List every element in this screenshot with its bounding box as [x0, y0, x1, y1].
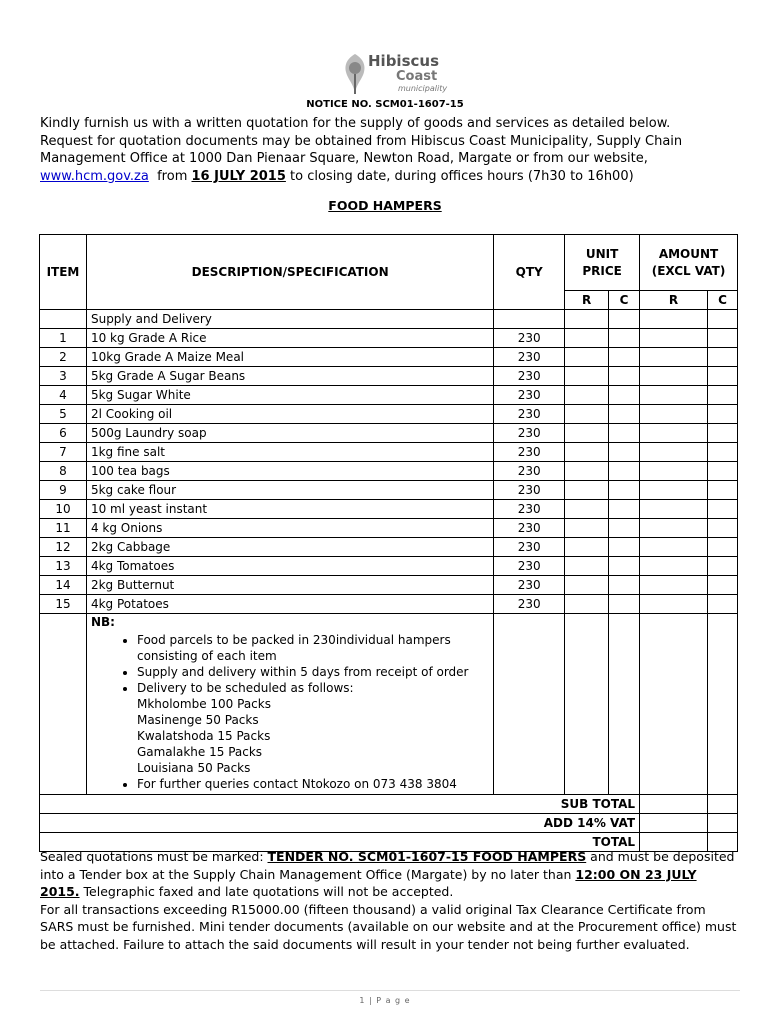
hibiscus-flower-icon [340, 50, 370, 96]
table-row [40, 386, 738, 405]
unit-price-c [609, 519, 640, 538]
closing-text-a: Sealed quotations must be marked: [40, 849, 268, 864]
table-row [40, 595, 738, 614]
subtotal-row [40, 795, 738, 814]
item-qty: 230 [494, 538, 565, 557]
logo-text-hibiscus: Hibiscus [368, 52, 440, 70]
item-description: 10kg Grade A Maize Meal [86, 348, 493, 367]
nb-list [91, 632, 489, 792]
unit-price-c [609, 462, 640, 481]
unit-price-r [565, 348, 609, 367]
item-qty: 230 [494, 348, 565, 367]
item-qty: 230 [494, 557, 565, 576]
table-row [40, 519, 738, 538]
unit-price-r [565, 519, 609, 538]
intro-line-2a: Request for quotation documents may be obtained from Hibiscus Coast Municipality, Supply Chain Management Office at 1000 Dan Pienaar Square, Newton Road, Margate or from our website, [40, 133, 683, 166]
table-row [40, 443, 738, 462]
amount-c [707, 348, 737, 367]
destination: Mkholombe 100 Packs [136, 697, 271, 711]
amount-c [707, 367, 737, 386]
amount-r [640, 424, 708, 443]
amount-c [707, 329, 737, 348]
unit-price-c [609, 424, 640, 443]
item-number: 12 [40, 538, 87, 557]
item-description: 1kg fine salt [86, 443, 493, 462]
amount-r [640, 386, 708, 405]
table-row [40, 424, 738, 443]
footer-divider [40, 990, 740, 991]
closing-deadline: 12:00 ON 23 JULY 2015. [40, 866, 697, 899]
amount-r [640, 557, 708, 576]
vat-label: ADD 14% VAT [40, 814, 640, 833]
unit-price-c [609, 443, 640, 462]
logo-text-municipality: municipality [398, 84, 448, 93]
amount-c [707, 481, 737, 500]
page-number: 1 | P a g e [359, 996, 411, 1005]
unit-price-r [565, 576, 609, 595]
header-qty: QTY [494, 235, 565, 310]
item-number: 1 [40, 329, 87, 348]
amount-c [707, 519, 737, 538]
destination: Kwalatshoda 15 Packs [136, 729, 271, 743]
amount-r [640, 500, 708, 519]
unit-price-r [565, 500, 609, 519]
header-item: ITEM [40, 235, 87, 310]
amount-c [707, 576, 737, 595]
amount-r [640, 519, 708, 538]
item-qty: 230 [494, 519, 565, 538]
amount-c [707, 538, 737, 557]
destination: Louisiana 50 Packs [136, 761, 251, 775]
header-amount: AMOUNT (EXCL VAT) [640, 235, 738, 291]
intro-line-2c: to closing date, during offices hours (7h30 to 16h00) [285, 168, 634, 184]
unit-price-c [609, 329, 640, 348]
item-qty: 230 [494, 462, 565, 481]
amount-r [640, 348, 708, 367]
unit-price-r [565, 481, 609, 500]
item-number: 9 [40, 481, 87, 500]
supply-heading: Supply and Delivery [86, 310, 493, 329]
unit-price-c [609, 538, 640, 557]
closing-text-c: and must be deposited into a Tender box at the Supply Chain Management Office (Margate) by no later than [40, 849, 735, 882]
unit-price-r [565, 443, 609, 462]
unit-price-c [609, 386, 640, 405]
header-amount-r: R [640, 291, 708, 310]
unit-price-r [565, 462, 609, 481]
intro-line-1: Kindly furnish us with a written quotation for the supply of goods and services as detailed below. [40, 116, 671, 131]
table-row [40, 481, 738, 500]
destinations-list [137, 696, 489, 776]
amount-c [707, 557, 737, 576]
amount-c [707, 595, 737, 614]
item-description: 5kg Grade A Sugar Beans [86, 367, 493, 386]
closing-text [40, 848, 740, 953]
item-description: 4kg Tomatoes [86, 557, 493, 576]
amount-r [640, 462, 708, 481]
item-description: 2kg Cabbage [86, 538, 493, 557]
destination: Gamalakhe 15 Packs [136, 745, 263, 759]
amount-c [707, 386, 737, 405]
item-qty: 230 [494, 500, 565, 519]
amount-r [640, 538, 708, 557]
quotation-table [39, 234, 738, 852]
item-number: 4 [40, 386, 87, 405]
amount-c [707, 462, 737, 481]
intro-text [40, 115, 740, 185]
unit-price-c [609, 595, 640, 614]
item-description: 100 tea bags [86, 462, 493, 481]
start-date: 16 JULY 2015 [191, 168, 286, 184]
amount-c [707, 443, 737, 462]
item-qty: 230 [494, 386, 565, 405]
notice-number: NOTICE NO. SCM01-1607-15 [306, 99, 464, 110]
nb-item [137, 680, 489, 776]
unit-price-r [565, 424, 609, 443]
closing-paragraph-1 [40, 848, 740, 901]
table-row [40, 367, 738, 386]
item-qty: 230 [494, 481, 565, 500]
item-number: 2 [40, 348, 87, 367]
amount-c [707, 405, 737, 424]
website-link[interactable]: www.hcm.gov.za [40, 168, 149, 184]
item-qty: 230 [494, 595, 565, 614]
header-unit-price: UNIT PRICE [565, 235, 640, 291]
table-row [40, 462, 738, 481]
header-unit-c: C [609, 291, 640, 310]
item-number: 6 [40, 424, 87, 443]
supply-heading-row [40, 310, 738, 329]
item-description: 5kg cake flour [86, 481, 493, 500]
item-number: 3 [40, 367, 87, 386]
amount-r [640, 576, 708, 595]
item-number: 8 [40, 462, 87, 481]
amount-r [640, 405, 708, 424]
nb-row [40, 614, 738, 795]
unit-price-r [565, 557, 609, 576]
intro-line-2b: from [148, 168, 192, 184]
item-qty: 230 [494, 405, 565, 424]
closing-text-e: Telegraphic faxed and late quotations will not be accepted. [79, 884, 454, 899]
header-description: DESCRIPTION/SPECIFICATION [86, 235, 493, 310]
nb-label: NB: [90, 615, 115, 629]
item-number: 11 [40, 519, 87, 538]
table-row [40, 329, 738, 348]
item-description: 2l Cooking oil [86, 405, 493, 424]
unit-price-r [565, 329, 609, 348]
amount-r [640, 329, 708, 348]
item-qty: 230 [494, 576, 565, 595]
item-description: 2kg Butternut [86, 576, 493, 595]
item-description: 10 ml yeast instant [86, 500, 493, 519]
item-number: 10 [40, 500, 87, 519]
unit-price-r [565, 367, 609, 386]
item-description: 5kg Sugar White [86, 386, 493, 405]
amount-r [640, 595, 708, 614]
amount-r [640, 367, 708, 386]
item-qty: 230 [494, 424, 565, 443]
amount-c [707, 424, 737, 443]
closing-paragraph-2: For all transactions exceeding R15000.00 (fifteen thousand) a valid original Tax Clearance Certificate from SARS must be furnished. Mini tender documents (available on our website and at the Procurement office) must be attached. Failure to attach the said documents will result in your tender not being further evaluated. [40, 901, 737, 952]
unit-price-c [609, 481, 640, 500]
tender-number: TENDER NO. SCM01-1607-15 FOOD HAMPERS [267, 849, 587, 864]
unit-price-c [609, 348, 640, 367]
amount-r [640, 481, 708, 500]
unit-price-r [565, 595, 609, 614]
subtotal-label: SUB TOTAL [40, 795, 640, 814]
item-description: 10 kg Grade A Rice [86, 329, 493, 348]
header-amount-c: C [707, 291, 737, 310]
nb-item-text: Delivery to be scheduled as follows: [136, 681, 354, 695]
municipality-logo [340, 50, 465, 98]
item-number: 15 [40, 595, 87, 614]
logo-text-coast: Coast [396, 69, 438, 84]
destination: Masinenge 50 Packs [136, 713, 259, 727]
unit-price-r [565, 405, 609, 424]
table-row [40, 557, 738, 576]
unit-price-c [609, 500, 640, 519]
item-qty: 230 [494, 367, 565, 386]
unit-price-c [609, 557, 640, 576]
amount-c [707, 500, 737, 519]
unit-price-r [565, 386, 609, 405]
item-number: 5 [40, 405, 87, 424]
nb-item: • Supply and delivery within 5 days from receipt of order [137, 664, 489, 680]
unit-price-c [609, 367, 640, 386]
header-unit-r: R [565, 291, 609, 310]
total-label: TOTAL [40, 833, 640, 852]
unit-price-r [565, 538, 609, 557]
nb-item: • Food parcels to be packed in 230individual hampers consisting of each item [137, 632, 489, 664]
amount-r [640, 443, 708, 462]
table-row [40, 405, 738, 424]
table-row [40, 348, 738, 367]
item-number: 7 [40, 443, 87, 462]
table-row [40, 538, 738, 557]
item-qty: 230 [494, 329, 565, 348]
item-description: 4kg Potatoes [86, 595, 493, 614]
table-row [40, 500, 738, 519]
document-title: FOOD HAMPERS [328, 198, 442, 213]
item-description: 4 kg Onions [86, 519, 493, 538]
unit-price-c [609, 576, 640, 595]
nb-item: • For further queries contact Ntokozo on 073 438 3804 [137, 776, 489, 792]
table-row [40, 576, 738, 595]
item-number: 13 [40, 557, 87, 576]
item-description: 500g Laundry soap [86, 424, 493, 443]
vat-row [40, 814, 738, 833]
item-number: 14 [40, 576, 87, 595]
unit-price-c [609, 405, 640, 424]
item-qty: 230 [494, 443, 565, 462]
